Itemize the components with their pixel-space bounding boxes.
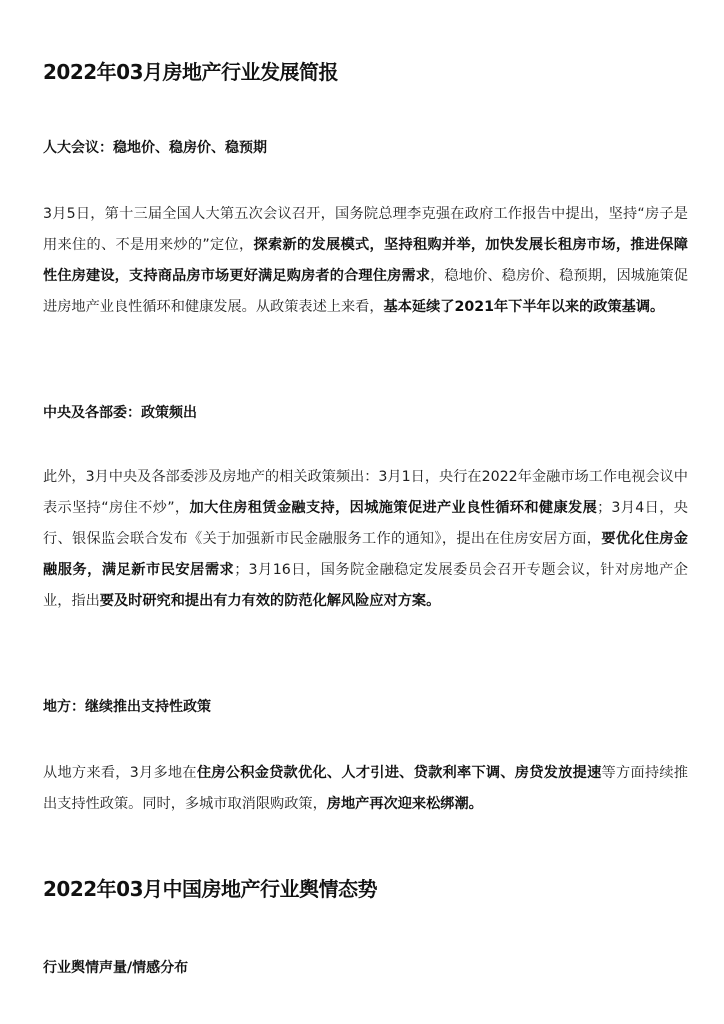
paragraph-central-ministries xyxy=(43,462,688,617)
emphasis-text: 要及时研究和提出有力有效的防范化解风险应对方案。 xyxy=(99,593,441,609)
heading-volume-sentiment: 行业舆情声量/情感分布 xyxy=(43,960,189,976)
emphasis-text: 要优化住房金融服务，满足新市民安居需求 xyxy=(43,531,688,578)
section-title-sentiment: 2022年03月中国房地产行业舆情态势 xyxy=(43,877,377,901)
emphasis-text: 住房公积金贷款优化、人才引进、贷款利率下调、房贷发放提速 xyxy=(196,765,602,781)
emphasis-text: 加大住房租赁金融支持，因城施策促进产业良性循环和健康发展 xyxy=(189,500,598,516)
body-text: 等方面持续推出支持性政策。同时，多城市取消限购政策， xyxy=(43,765,688,812)
heading-npc-meeting: 人大会议：稳地价、稳房价、稳预期 xyxy=(43,140,267,156)
emphasis-text: 房地产再次迎来松绑潮。 xyxy=(326,796,483,812)
emphasis-text: 探索新的发展模式，坚持租购并举，加快发展长租房市场，推进保障性住房建设，支持商品房市场更好满足购房者的合理住房需求 xyxy=(43,237,688,284)
paragraph-local-policy xyxy=(43,758,688,820)
body-text: ；3月16日，国务院金融稳定发展委员会召开专题会议，针对房地产企业，指出 xyxy=(43,562,688,609)
emphasis-text: 基本延续了2021年下半年以来的政策基调。 xyxy=(383,299,665,315)
paragraph-npc-meeting xyxy=(43,199,688,323)
heading-central-ministries: 中央及各部委：政策频出 xyxy=(43,405,197,421)
body-text: 3月5日，第十三届全国人大第五次会议召开，国务院总理李克强在政府工作报告中提出，坚持“房子是用来住的、不是用来炒的”定位， xyxy=(43,206,688,253)
section-title-briefing: 2022年03月房地产行业发展简报 xyxy=(43,60,338,84)
body-text: ；3月4日，央行、银保监会联合发布《关于加强新市民金融服务工作的通知》，提出在住房安居方面， xyxy=(43,500,688,547)
heading-local-policy: 地方：继续推出支持性政策 xyxy=(43,699,211,715)
body-text: ，稳地价、稳房价、稳预期，因城施策促进房地产业良性循环和健康发展。从政策表述上来看， xyxy=(43,268,688,315)
body-text: 从地方来看，3月多地在 xyxy=(43,765,197,781)
body-text: 此外，3月中央及各部委涉及房地产的相关政策频出：3月1日，央行在2022年金融市场工作电视会议中表示坚持“房住不炒”， xyxy=(43,469,688,516)
